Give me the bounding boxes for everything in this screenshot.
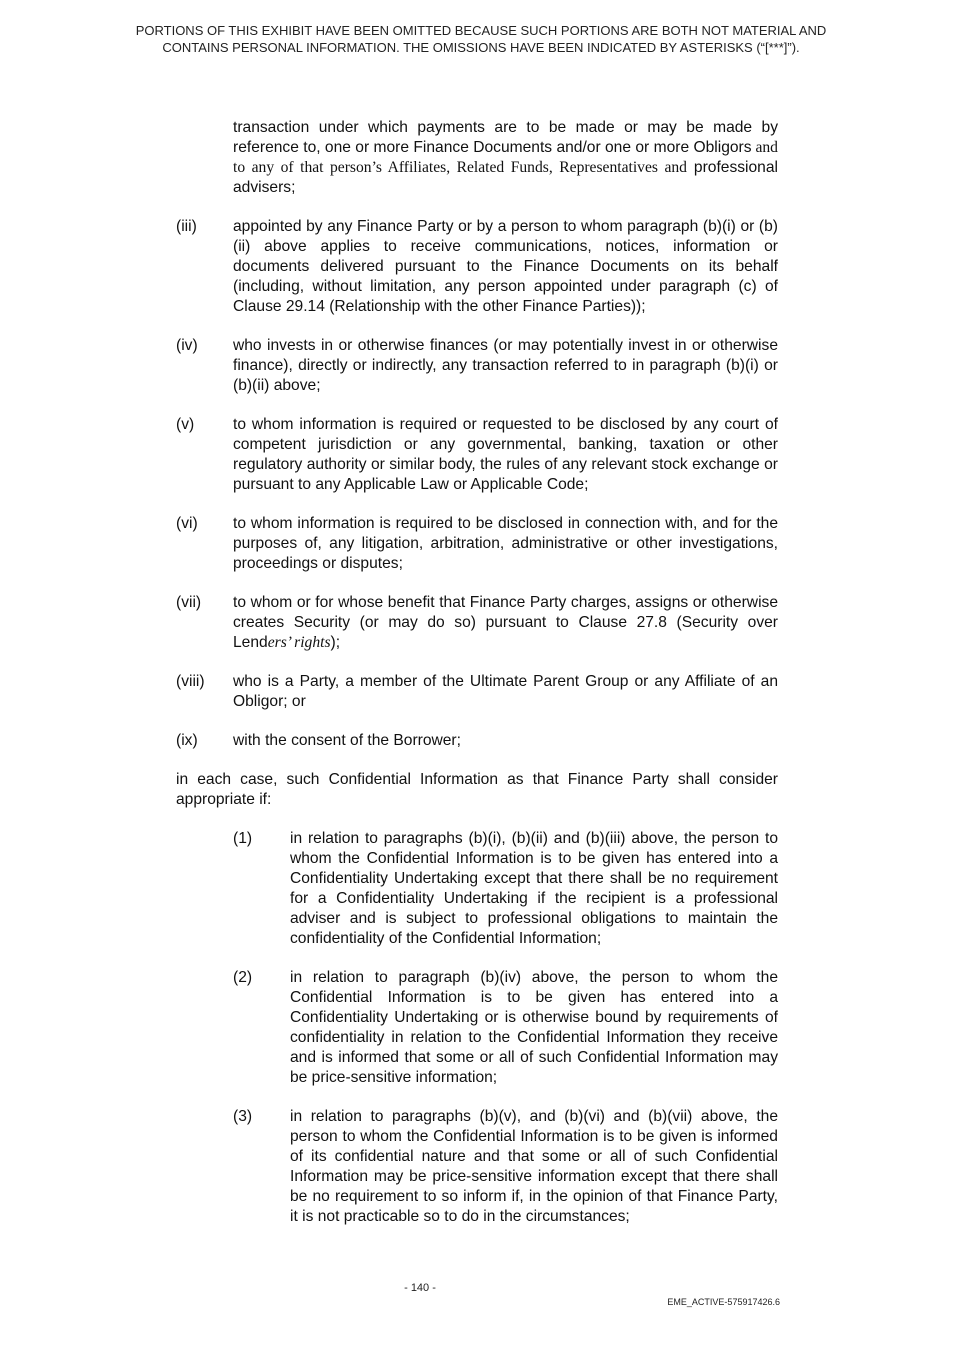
sub-item-1 <box>0 829 965 949</box>
list-item-number: (v) <box>176 416 195 433</box>
list-item-text: who is a Party, a member of the Ultimate Parent Group or any Affiliate of an Obligor; or <box>233 673 778 710</box>
sub-item-text: in relation to paragraph (b)(iv) above, the person to whom the Confidential Information is to be given has entered into a Confidentiality Undertaking or is otherwise bound by requirements of confidentiality in relation to the Confidential Information they receive and is informed that some or all of such Confidential Information may be price-sensitive information; <box>290 969 778 1086</box>
list-item-text: with the consent of the Borrower; <box>233 732 461 749</box>
exhibit-omission-notice: PORTIONS OF THIS EXHIBIT HAVE BEEN OMITTED BECAUSE SUCH PORTIONS ARE BOTH NOT MATERIAL AND CONTAINS PERSONAL INFORMATION. THE OMISSIONS HAVE BEEN INDICATED BY ASTERISKS (“[***]”). <box>135 23 827 55</box>
list-item-number: (vii) <box>176 594 202 611</box>
continuation-text-end: professional advisers; <box>233 159 778 196</box>
sub-item-text: in relation to paragraphs (b)(i), (b)(ii) and (b)(iii) above, the person to whom the Confidential Information is to be given has entered into a Confidentiality Undertaking except that there shall be no requirement for a Confidentiality Undertaking if the recipient is a professional adviser and is subject to professional obligations to maintain the confidentiality of the Confidential Information; <box>290 830 778 947</box>
list-item-iii <box>0 217 965 317</box>
list-item-text: to whom information is required or requested to be disclosed by any court of competent jurisdiction or any governmental, banking, taxation or other regulatory authority or similar body, the rules of any relevant stock exchange or pursuant to any Applicable Law or Applicable Code; <box>233 416 778 493</box>
continuation-text-start: transaction under which payments are to be made or may be made by reference to, one or more Finance Documents and/or one or more Obligors <box>233 119 778 156</box>
list-item-text: appointed by any Finance Party or by a person to whom paragraph (b)(i) or (b)(ii) above applies to receive communications, notices, information or documents delivered pursuant to the Finance Documents on its behalf (including, without limitation, any person appointed under paragraph (c) of Clause 29.14 (Relationship with the other Finance Parties)); <box>233 218 778 315</box>
page-number: - 140 - <box>404 1282 436 1294</box>
summary-paragraph: in each case, such Confidential Information as that Finance Party shall consider appropriate if: <box>176 771 778 808</box>
sub-item-number: (1) <box>233 830 253 847</box>
sub-item-2 <box>0 968 965 1088</box>
list-item-vii <box>0 593 965 653</box>
list-item-v <box>0 415 965 495</box>
sub-item-number: (3) <box>233 1108 253 1125</box>
list-item-number: (ix) <box>176 732 198 749</box>
list-item-ix <box>0 731 965 751</box>
continuation-paragraph <box>233 118 778 198</box>
list-item-italic-text: ers’ rights <box>267 634 331 651</box>
document-reference: EME_ACTIVE-575917426.6 <box>667 1297 780 1307</box>
sub-item-3 <box>0 1107 965 1227</box>
list-item-text: to whom or for whose benefit that Finance Party charges, assigns or otherwise creates Security (or may do so) pursuant to Clause 27.8 (Security over Lend <box>233 594 778 651</box>
sub-item-text: in relation to paragraphs (b)(v), and (b)(vi) and (b)(vii) above, the person to whom the Confidential Information is to be given is informed of its confidential nature and that some or all of such Confidential Information may be price-sensitive information except that there shall be no requirement to so inform if, in the opinion of that Finance Party, it is not practicable so to do in the circumstances; <box>290 1108 778 1225</box>
list-item-number: (vi) <box>176 515 198 532</box>
list-item-text-end: ); <box>330 634 341 651</box>
list-item-number: (iii) <box>176 218 197 235</box>
list-item-viii <box>0 672 965 712</box>
list-item-vi <box>0 514 965 574</box>
list-item-text-block <box>233 593 778 653</box>
sub-item-number: (2) <box>233 969 253 986</box>
document-body <box>0 118 965 1227</box>
list-item-iv <box>0 336 965 396</box>
list-item-text: who invests in or otherwise finances (or may potentially invest in or otherwise finance), directly or indirectly, any transaction referred to in paragraph (b)(i) or (b)(ii) above; <box>233 337 778 394</box>
list-item-number: (iv) <box>176 337 198 354</box>
list-item-text: to whom information is required to be disclosed in connection with, and for the purposes of, any litigation, arbitration, administrative or other investigations, proceedings or disputes; <box>233 515 778 572</box>
list-item-number: (viii) <box>176 673 205 690</box>
continuation-text-serif: and to any of that person’s Affiliates, Related Funds, Representatives and <box>233 139 778 176</box>
